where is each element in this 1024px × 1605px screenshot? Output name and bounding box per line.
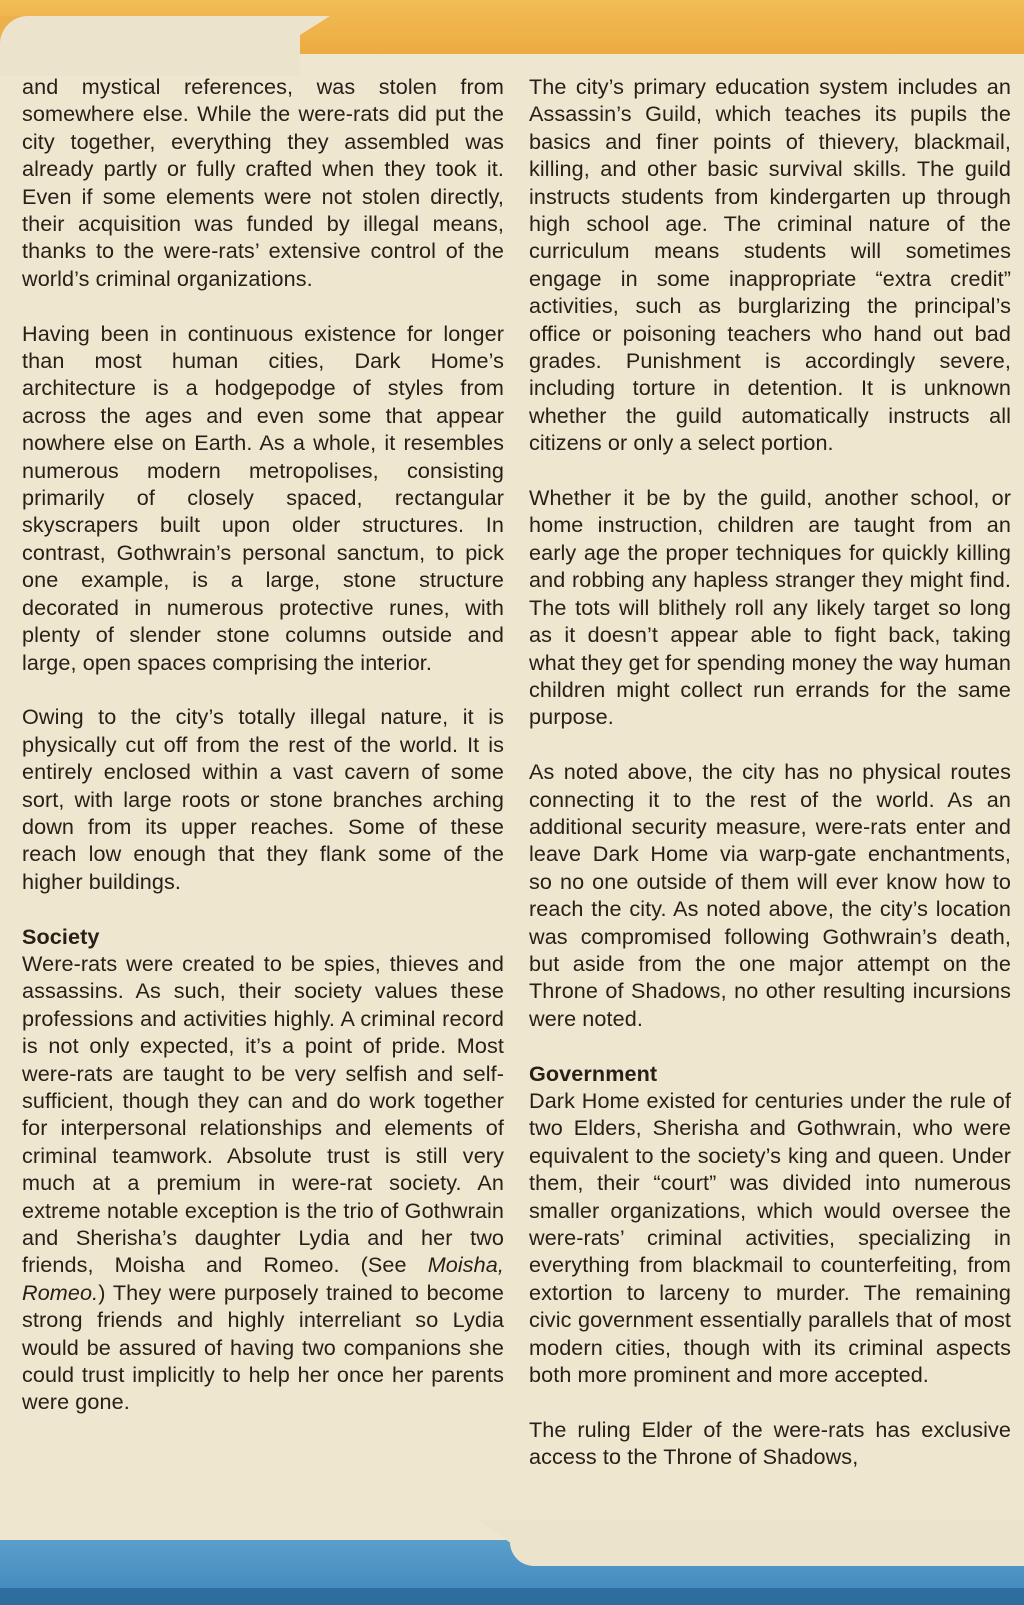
top-tab-slope — [270, 16, 330, 54]
bottom-page-tab — [510, 1520, 1024, 1566]
right-column — [529, 73, 1011, 1471]
right-paragraph-2: Whether it be by the guild, another school, or home instruction, children are taught from an early age the proper techniques for quickly killing and robbing any hapless stranger they might find. The tots will blithely roll any likely target so long as it doesn’t appear able to fight back, taking what they get for spending money the way human children might collect run errands for the same purpose. — [529, 485, 1011, 730]
left-paragraph-3: Owing to the city’s totally illegal nature, it is physically cut off from the rest of the world. It is entirely enclosed within a vast cavern of some sort, with large roots or stone branches arching down from its upper reaches. Some of these reach low enough that they flank some of the higher buildings. — [22, 704, 504, 894]
right-paragraph-1: The city’s primary education system includes an Assassin’s Guild, which teaches its pupils the basics and finer points of thievery, blackmail, killing, and other basic survival skills. The guild instructs students from kindergarten up through high school age. The criminal nature of the curriculum means students will sometimes engage in some inappropriate “extra credit” activities, such as burglarizing the principal’s office or poisoning teachers who hand out bad grades. Punishment is accordingly severe, including torture in detention. It is unknown whether the guild automatically instructs all citizens or only a select portion. — [529, 74, 1011, 456]
government-paragraph: Dark Home existed for centuries under the rule of two Elders, Sherisha and Gothwrain, who were equivalent to the society’s king and queen. Under them, their “court” was divided into numerous smaller organizations, which would oversee the were-rats’ criminal activities, specializing in everything from blackmail to counterfeiting, from extortion to larceny to murder. The remaining civic government essentially parallels that of most modern cities, though with its criminal aspects both more prominent and more accepted. — [529, 1087, 1011, 1388]
right-paragraph-last: The ruling Elder of the were-rats has exclusive access to the Throne of Shadows, — [529, 1416, 1011, 1470]
society-heading: Society — [22, 923, 100, 949]
bottom-band-shade — [0, 1588, 1024, 1605]
government-heading: Government — [529, 1060, 658, 1086]
cross-reference: Moisha, Romeo. — [22, 1252, 504, 1305]
bottom-tab-slope — [478, 1520, 512, 1544]
society-paragraph — [22, 950, 504, 1416]
society-text-a: Were-rats were created to be spies, thieves and assassins. As such, their society values these professions and activities highly. A criminal record is not only expected, it’s a point of pride. Most were-rats are taught to be very selfish and self-sufficient, though they can and do work together for interpersonal relationships and elements of criminal teamwork. Absolute trust is still very much at a premium in were-rat society. An extreme notable exception is the trio of Gothwrain and Sherisha’s daughter Lydia and her two friends, Moisha and Romeo. (See — [22, 950, 504, 1278]
left-column — [22, 73, 504, 1416]
right-paragraph-3: As noted above, the city has no physical routes connecting it to the rest of the world. As an additional security measure, were-rats enter and leave Dark Home via warp-gate enchantments, so no one outside of them will ever know how to reach the city. As noted above, the city’s location was compromised following Gothwrain’s death, but aside from the one major attempt on the Throne of Shadows, no other resulting incursions were noted. — [529, 759, 1011, 1031]
society-text-b: ) They were purposely trained to become strong friends and highly interreliant so Lydia would be assured of having two companions she could trust implicitly to help her once her parents were gone. — [22, 1279, 504, 1415]
left-paragraph-2: Having been in continuous existence for longer than most human cities, Dark Home’s architecture is a hodgepodge of styles from across the ages and even some that appear nowhere else on Earth. As a whole, it resembles numerous modern metropolises, consisting primarily of closely spaced, rectangular skyscrapers built upon older structures. In contrast, Gothwrain’s personal sanctum, to pick one example, is a large, stone structure decorated in numerous protective runes, with plenty of slender stone columns outside and large, open spaces comprising the interior. — [22, 320, 504, 675]
left-paragraph-1: and mystical references, was stolen from somewhere else. While the were-rats did put the city together, everything they assembled was already partly or fully crafted when they took it. Even if some elements were not stolen directly, their acquisition was funded by illegal means, thanks to the were-rats’ extensive control of the world’s criminal organizations. — [22, 74, 504, 291]
